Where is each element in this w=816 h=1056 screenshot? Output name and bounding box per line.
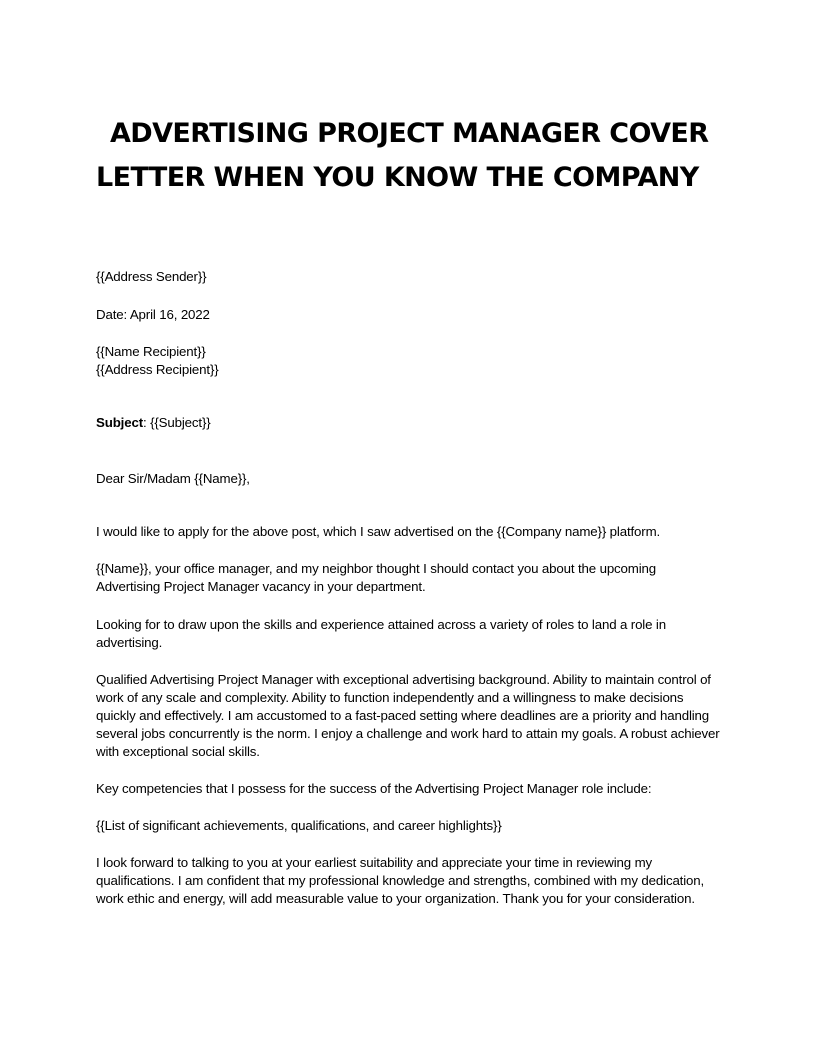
document-title-line-1: ADVERTISING PROJECT MANAGER COVER [110,118,709,149]
document-title-line-2: LETTER WHEN YOU KNOW THE COMPANY [96,162,699,193]
paragraph-qualifications: Qualified Advertising Project Manager with exceptional advertising background. Ability to maintain control of work of any scale and complexity. Ability to function independently and a willingness to make decisions quickly and effectively. I am accustomed to a fast-paced setting where deadlines are a priority and handling several jobs concurrently is the norm. I enjoy a challenge and work hard to attain my goals. A robust achiever with exceptional social skills. [96,672,720,759]
sender-address: {{Address Sender}} [96,269,207,284]
paragraph-referral: {{Name}}, your office manager, and my neighbor thought I should contact you about the upcoming Advertising Project Manager vacancy in your department. [96,561,657,594]
letter-date: Date: April 16, 2022 [96,307,210,322]
achievements-placeholder: {{List of significant achievements, qualifications, and career highlights}} [96,818,502,833]
paragraph-competencies: Key competencies that I possess for the success of the Advertising Project Manager role include: [96,781,652,796]
paragraph-intro: I would like to apply for the above post, which I saw advertised on the {{Company name}} platform. [96,524,661,539]
subject-value: : {{Subject}} [142,415,211,430]
recipient-name: {{Name Recipient}} [96,344,206,359]
paragraph-closing: I look forward to talking to you at your earliest suitability and appreciate your time in reviewing my qualifications. I am confident that my professional knowledge and strengths, combined with my dedication, work ethic and energy, will add measurable value to your organization. Thank you for your consideration. [96,855,705,906]
paragraph-objective: Looking for to draw upon the skills and experience attained across a variety of roles to land a role in advertising. [96,617,666,650]
document-title [96,112,736,200]
recipient-address: {{Address Recipient}} [96,362,219,377]
salutation: Dear Sir/Madam {{Name}}, [96,471,250,486]
subject-label: Subject [96,415,143,430]
subject-line [96,414,720,432]
